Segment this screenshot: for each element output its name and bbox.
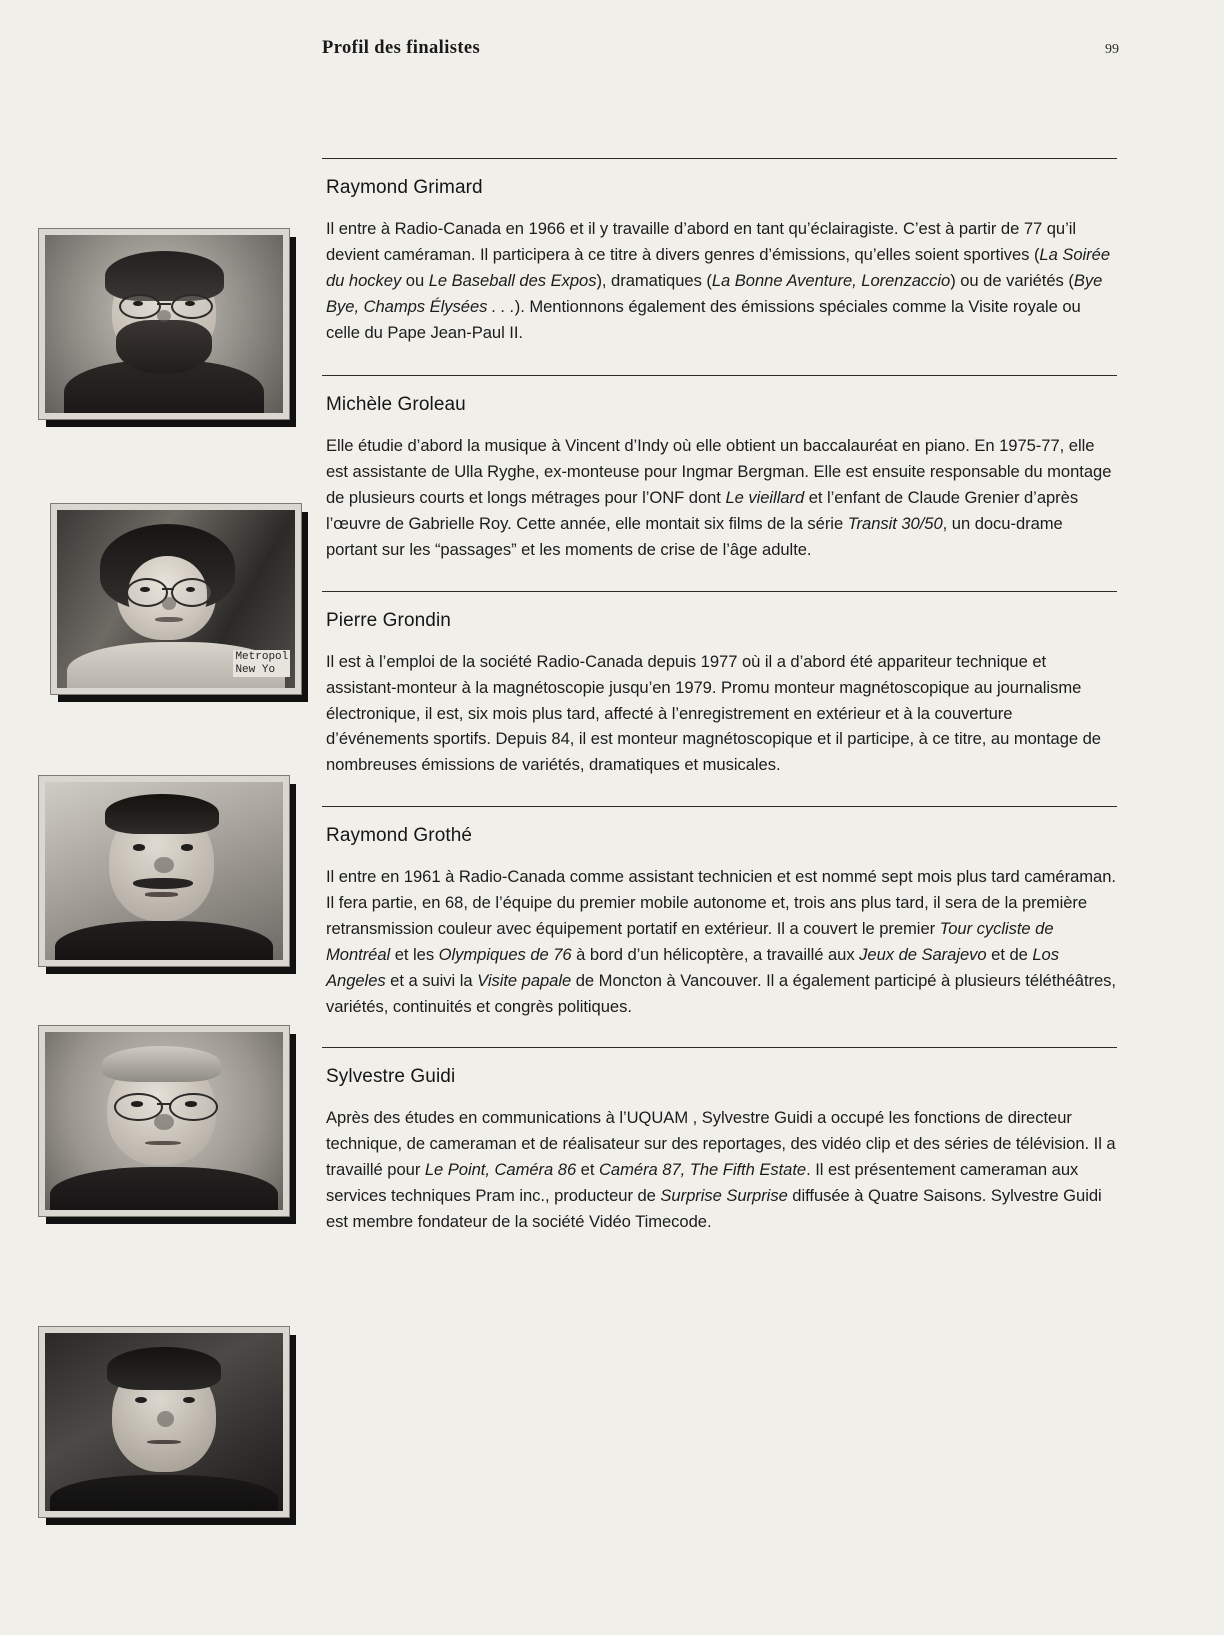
- page-header: [0, 38, 1224, 68]
- profile-bio: Il est à l’emploi de la société Radio-Canada depuis 1977 où il a d’abord été appariteur technique et assistant-monteur à la magnétoscopie jusqu’en 1979. Promu monteur magnétoscopique au journalisme électronique, il est, six mois plus tard, affecté à l’enregistrement en extérieur et à la couverture d’événements sportifs. Depuis 84, il est monteur magnétoscopique et il participe, à ce titre, au montage de nombreuses émissions de variétés, dramatiques et musicales.: [326, 651, 1101, 775]
- photo-eye-left: [131, 1101, 143, 1106]
- profile-entry: [322, 1047, 1117, 1234]
- photo-eye-left: [140, 587, 150, 592]
- photo-glasses-left: [119, 294, 161, 319]
- photo-shoulders: [55, 921, 274, 960]
- photo-sign-line-1: Metropol: [235, 651, 289, 664]
- photo-image: [45, 1333, 283, 1511]
- photo-frame: [38, 228, 290, 420]
- profile-bio: Elle étudie d’abord la musique à Vincent d’Indy où elle obtient un baccalauréat en piano. En 1975-77, elle est assistante de Ulla Ryghe, ex-monteuse pour Ingmar Bergman. Elle est ensuite responsable du montage de plusieurs courts et longs métrages pour l’ONF dont Le vieillard et l’enfant de Claude Grenier d’après l’œuvre de Gabrielle Roy. Cette année, elle montait six films de la série Transit 30/50, un docu-drame portant sur les “passages” et les moments de crise de l’âge adulte.: [326, 436, 1112, 559]
- photo-sign-line-2: New Yo: [235, 663, 276, 676]
- photo-sign: [233, 650, 290, 677]
- photo-eye-right: [181, 844, 193, 850]
- divider: [322, 1047, 1117, 1048]
- photo-hair: [105, 794, 219, 833]
- photo-shoulders: [50, 1475, 278, 1511]
- photo-glasses-right: [169, 1093, 218, 1122]
- profile-bio: Après des études en communications à l’UQUAM , Sylvestre Guidi a occupé les fonctions de directeur technique, de cameraman et de réalisateur sur des reportages, des vidéo clip et des séries de télévision. Il a travaillé pour Le Point, Caméra 86 et Caméra 87, The Fifth Estate. Il est présentement cameraman aux services techniques Pram inc., producteur de Surprise Surprise diffusée à Quatre Saisons. Sylvestre Guidi est membre fondateur de la société Vidéo Timecode.: [326, 1108, 1116, 1231]
- portrait-raymond-grothe: [38, 1025, 288, 1215]
- photo-nose: [154, 1114, 173, 1130]
- photo-shoulders: [50, 1167, 278, 1210]
- divider: [322, 806, 1117, 807]
- photo-hair: [107, 1347, 221, 1390]
- photo-eye-right: [186, 587, 196, 592]
- profile-entry: [322, 591, 1117, 778]
- photo-frame: [38, 1025, 290, 1217]
- photo-frame: [38, 1326, 290, 1518]
- page-number: 99: [1105, 42, 1119, 57]
- photo-eye-left: [133, 301, 143, 306]
- photo-nose: [157, 1411, 174, 1427]
- profile-bio: Il entre à Radio-Canada en 1966 et il y travaille d’abord en tant qu’éclairagiste. C’est à partir de 77 qu’il devient caméraman. Il participera à ce titre à divers genres d’émissions, qu’elles soient sportives (La Soirée du hockey ou Le Baseball des Expos), dramatiques (La Bonne Aventure, Lorenzaccio) ou de variétés (Bye Bye, Champs Élysées . . .). Mentionnons également des émissions spéciales comme la Visite royale ou celle du Pape Jean-Paul II.: [326, 219, 1111, 342]
- photo-eye-right: [185, 1101, 197, 1106]
- photo-image: [45, 235, 283, 413]
- profile-name: Sylvestre Guidi: [326, 1066, 456, 1088]
- photo-eye-left: [133, 844, 145, 850]
- photo-mouth: [145, 1141, 181, 1145]
- photo-mouth: [145, 892, 178, 896]
- profile-entry: [322, 375, 1117, 562]
- photo-hair: [105, 251, 224, 301]
- divider: [322, 591, 1117, 592]
- photo-glasses-bridge: [162, 588, 174, 590]
- photo-image: [45, 782, 283, 960]
- portrait-raymond-grimard: [38, 228, 288, 418]
- photo-glasses-right: [171, 294, 213, 319]
- photo-mouth: [147, 1440, 180, 1444]
- photo-moustache: [133, 878, 193, 889]
- photo-image: [45, 1032, 283, 1210]
- divider: [322, 158, 1117, 159]
- divider: [322, 375, 1117, 376]
- photo-hair: [102, 1046, 221, 1082]
- portrait-michele-groleau: [50, 503, 300, 693]
- page-title: Profil des finalistes: [322, 38, 481, 58]
- photo-frame: [50, 503, 302, 695]
- photo-mouth: [155, 617, 184, 622]
- profile-name: Raymond Grimard: [326, 177, 483, 198]
- profile-bio: Il entre en 1961 à Radio-Canada comme assistant technicien et est nommé sept mois plus tard caméraman. Il fera partie, en 68, de l’équipe du premier mobile autonome et, trois ans plus tard, il sera de la première retransmission couleur avec équipement portatif en extérieur. Il a couvert le premier Tour cycliste de Montréal et les Olympiques de 76 à bord d’un hélicoptère, a travaillé aux Jeux de Sarajevo et de Los Angeles et a suivi la Visite papale de Moncton à Vancouver. Il a également participé à plusieurs téléthéâtres, variétés, continuités et congrès politiques.: [326, 867, 1116, 1016]
- profile-name: Pierre Grondin: [326, 609, 451, 631]
- profile-entry: [322, 158, 1117, 345]
- profile-name: Raymond Grothé: [326, 825, 473, 847]
- photo-frame: [38, 775, 290, 967]
- photo-glasses-bridge: [157, 303, 171, 305]
- photo-glasses-bridge: [157, 1103, 171, 1105]
- profiles-list: [322, 158, 1117, 1235]
- photo-glasses-right: [171, 578, 213, 607]
- photo-nose: [162, 597, 176, 609]
- photo-nose: [154, 857, 173, 873]
- portrait-pierre-grondin: [38, 775, 288, 965]
- photo-image: [57, 510, 295, 688]
- portrait-sylvestre-guidi: [38, 1326, 288, 1516]
- photo-eye-right: [185, 301, 195, 306]
- profile-name: Michèle Groleau: [326, 394, 466, 416]
- photo-beard: [116, 320, 211, 373]
- profile-entry: [322, 806, 1117, 1019]
